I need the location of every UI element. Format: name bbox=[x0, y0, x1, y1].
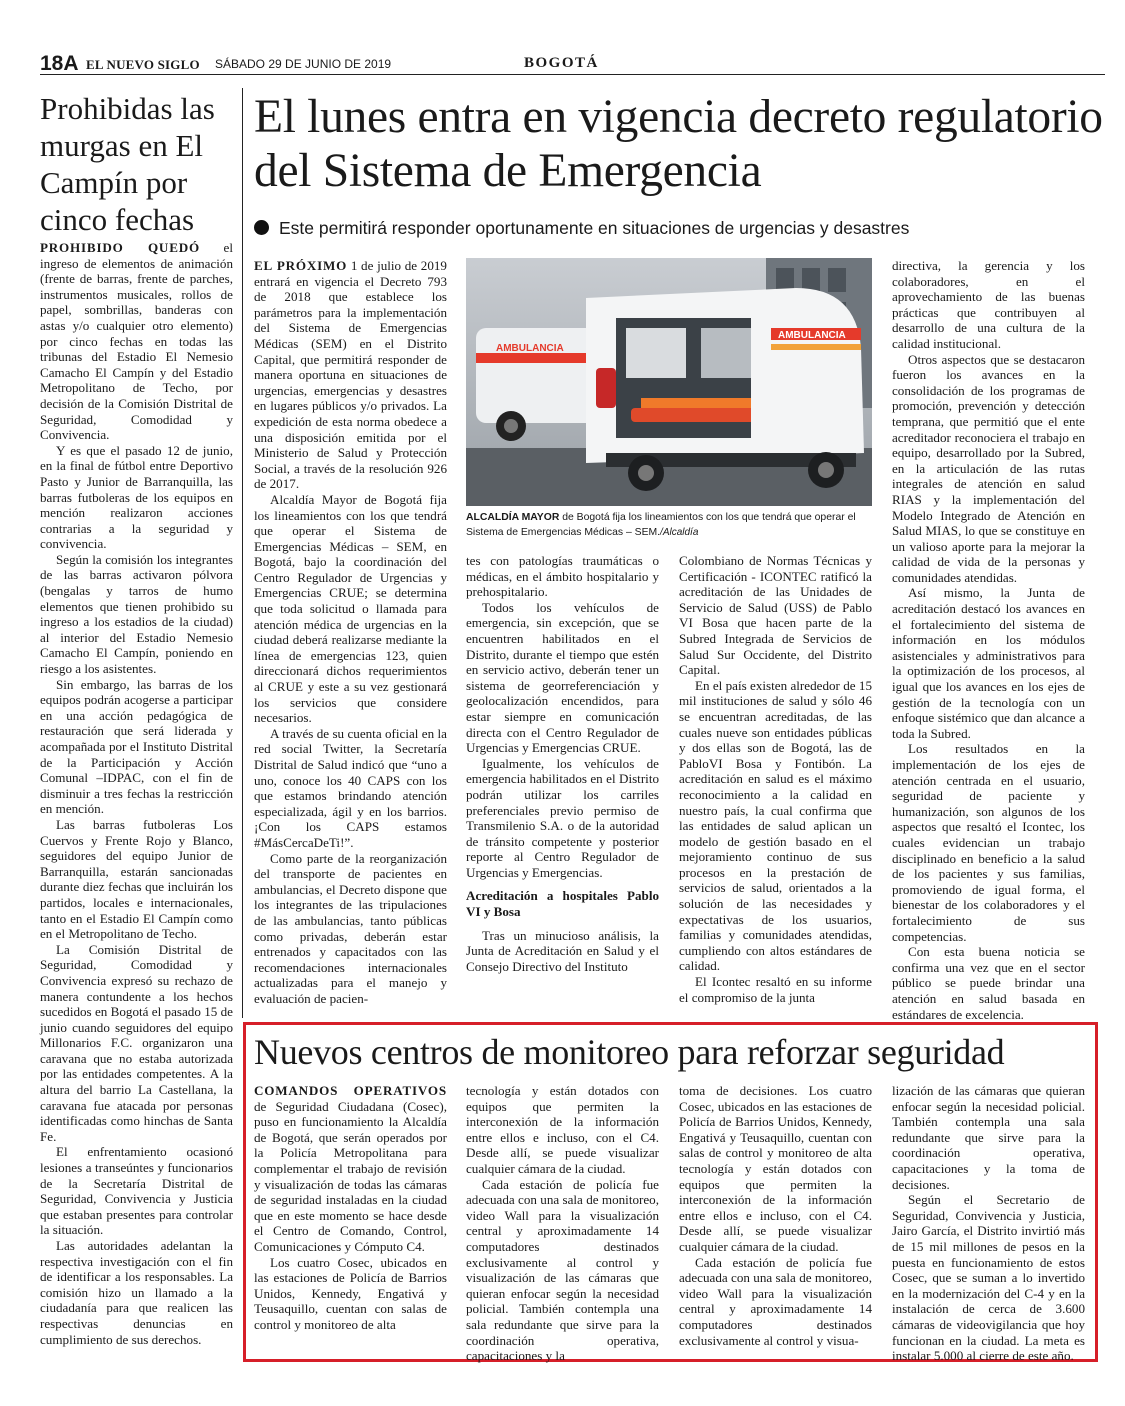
sidebar-paragraph: Sin embargo, las barras de los equipos podrán acogerse a participar en una acción pedagógica de restauración que será liderada y acompañada por el Instituto Distrital de la Participación y Acción Comunal –IDPAC, con el fin de disminuir a tres fechas la restricción en mención. bbox=[40, 676, 233, 817]
section-name: BOGOTÁ bbox=[524, 55, 599, 71]
main-paragraph: Los resultados en la implementación de los ejes de atención centrada en el usuario, seguridad de paciente y humanización, son algunos de los aspectos que resaltó el Icontec, los cuales evidencian un trabajo disciplinado en beneficio a la salud de los pacientes y sus familias, promoviendo de igual forma, el bienestar de los colaboradores y el fortalecimiento de sus competencias. bbox=[892, 741, 1085, 944]
box-paragraph: Cada estación de policía fue adecuada con una sala de monitoreo, video Wall para la visualización central y aproximadamente 14 computadores destinados exclusivamente al control y visualización de las cámaras que quieran enfocar según la necesidad policial. También contempla una sala redundante que sirve para la coordinación operativa, capacitaciones y la bbox=[466, 1176, 659, 1364]
page-number: 18A bbox=[40, 52, 79, 75]
dek-text: Este permitirá responder oportunamente en situaciones de urgencias y desastres bbox=[279, 218, 910, 238]
main-dek bbox=[254, 218, 1104, 239]
sidebar-paragraph: Según la comisión los integrantes de las barras activaron pólvora (bengalas y tarros de humo elementos que tienen prohibido su ingreso a los estadios de la ciudad) al interior del Estadio Nemesio Camacho El Campín, poniendo en riesgo a los asistentes. bbox=[40, 551, 233, 677]
sidebar-story bbox=[40, 90, 233, 1350]
main-paragraph: A través de su cuenta oficial en la red social Twitter, la Secretaría Distrital de Salud indicó que “uno a uno, conoce los 40 CAPS con los que estamos brindando atención especializada, ágil y en los barrios. ¡Con los CAPS estamos #MásCercaDeTi!”. bbox=[254, 725, 447, 850]
side-ambulance-label: AMBULANCIA bbox=[496, 343, 564, 354]
main-paragraph: Colombiano de Normas Técnicas y Certificación - ICONTEC ratificó la acreditación de las Unidades de Servicio de Salud (USS) de Pablo VI Bosa que hacen parte de la Subred Integrada de Servicios de Salud Sur Occidente, del Distrito Capital. bbox=[679, 553, 872, 678]
photo-caption bbox=[466, 511, 872, 540]
box-paragraph: COMANDOS OPERATIVOS de Seguridad Ciudadana (Cosec), puso en funcionamiento la Alcaldía de Bogotá, que serán operados por la Policía Metropolitana para complementar el trabajo de revisión y visualización de todas las cámaras de seguridad instaladas en la ciudad que en este momento se hace desde el Centro de Comando, Control, Comunicaciones y Cómputo C4. bbox=[254, 1083, 447, 1254]
main-paragraph: Todos los vehículos de emergencia, sin excepción, que se encuentren habilitados en el Distrito, durante el tiempo que estén en servicio activo, deberán tener un sistema de georreferenciación y geolocalización encendidos, para estar siempre en comunicación directa con el Centro Regulador de Urgencias y Emergencias CRUE. bbox=[466, 599, 659, 756]
caption-kicker: ALCALDÍA MAYOR bbox=[466, 512, 560, 523]
sidebar-paragraph: La Comisión Distrital de Seguridad, Comodidad y Convivencia expresó su rechazo de manera contundente a los hechos sucedidos en Bogotá el pasado 15 de junio cuando seguidores del equipo Millonarios F.C. organizaron una caravana que no estaba autorizada por las entidades competentes. A la altura del barrio La Castellana, la caravana fue atacada por personas identificadas como hinchas de Santa Fe. bbox=[40, 941, 233, 1144]
main-paragraph: Como parte de la reorganización del transporte de pacientes en ambulancias, el Decreto dispone que los integrantes de las tripulaciones de las ambulancias, tanto públicas como privadas, deberán estar entrenados y capacitados con las recomendaciones internacionales actualizadas para el manejo y evaluación de pacien- bbox=[254, 850, 447, 1006]
ambulance-photo bbox=[466, 258, 872, 506]
box-paragraph: toma de decisiones. Los cuatro Cosec, ubicados en las estaciones de Policía de Barrios Unidos, Kennedy, Engativá y Teusaquillo, cuentan con salas de control y monitoreo de alta tecnología y están dotados con equipos que permiten la interconexión de la información entre ellos e incluso, con el C4. Desde allí, se puede visualizar cualquier cámara de la ciudad. bbox=[679, 1083, 872, 1254]
masthead bbox=[40, 52, 1105, 75]
sidebar-paragraph: Las autoridades adelantan la respectiva investigación con el fin de identificar a los responsables. La comisión hizo un llamado a la ciudadanía para que realicen las respectivas denuncias en cumplimiento de sus derechos. bbox=[40, 1238, 233, 1347]
column-divider bbox=[242, 88, 243, 1018]
main-column-4 bbox=[892, 258, 1085, 1022]
issue-date: SÁBADO 29 DE JUNIO DE 2019 bbox=[215, 57, 392, 71]
sidebar-body bbox=[40, 240, 233, 1347]
main-paragraph: tes con patologías traumáticas o médicas, en el ámbito hospitalario y prehospitalario. bbox=[466, 553, 659, 600]
box-kicker: COMANDOS OPERATIVOS bbox=[254, 1083, 447, 1098]
box-paragraph: Según el Secretario de Seguridad, Convivencia y Justicia, Jairo García, el Distrito invirtió más de 15 mil millones de pesos en la puesta en funcionamiento de estos Cosec, que se suman a lo invertido en la modernización del C-4 y en la instalación de cerca de 3.600 cámaras de videovigilancia que hoy funcionan en la ciudad. La meta es instalar 5.000 al cierre de este año. bbox=[892, 1192, 1085, 1364]
main-paragraph: Otros aspectos que se destacaron fueron los avances en la consolidación de los programas de promoción, prevención y detección temprana, que permitió que el ente acreditador reconociera el trabajo en equipo, desarrollado por la Subred, en la articulación de las rutas integrales de atención en salud RIAS y la implementación del Modelo Integrado de Atención en Salud MIAS, lo que se constituye en un valioso aporte para la mejorar la calidad de vida de la personas y comunidades atendidas. bbox=[892, 351, 1085, 585]
main-column-2 bbox=[466, 553, 659, 974]
main-column-1 bbox=[254, 258, 447, 1007]
main-subhead: Acreditación a hospitales Pablo VI y Bosa bbox=[466, 888, 659, 920]
sidebar-paragraph: PROHIBIDO QUEDÓ el ingreso de elementos de animación (frente de barras, frente de parches, instrumentos musicales, rollos de papel, sombrillas, banderas con astas y/o cualquier otro elemento) por cinco fechas en todas las tribunas del Estadio El Nemesio Camacho El Campín y del Estadio Metropolitano de Techo, por decisión de la Comisión Distrital de Seguridad, Comodidad y Convivencia. bbox=[40, 240, 233, 443]
main-paragraph: En el país existen alrededor de 15 mil instituciones de salud y sólo 46 se encuentran acreditadas, de las cuales nueve son entidades públicas y dos ellas son de Bogotá, las de PabloVI Bosa y Fontibón. La acreditación en salud es el máximo reconocimiento a la calidad en nuestro país, la cual confirma que las entidades de salud aplican un modelo de gestión basado en el mejoramiento continuo de sus procesos en la prestación de servicios de salud, orientados a la solución de las necesidades y expectativas de los usuarios, familias y comunidades atendidas, cumpliendo con altos estándares de calidad. bbox=[679, 677, 872, 974]
main-paragraph: El Icontec resaltó en su informe el compromiso de la junta bbox=[679, 974, 872, 1005]
photo-credit: /Alcaldía bbox=[660, 526, 699, 538]
box-paragraph: Los cuatro Cosec, ubicados en las estaciones de Policía de Barrios Unidos, Kennedy, Engativá y Teusaquillo, cuentan con salas de control y monitoreo de alta bbox=[254, 1254, 447, 1332]
main-paragraph: Alcaldía Mayor de Bogotá fija los lineamientos con los que tendrá que operar el Sistema de Emergencias Médicas – SEM, en Bogotá, bajo la coordinación del Centro Regulador de Urgencias y Emergencias CRUE; se determina que toda solicitud o llamada para atención médica de urgencias en la ciudad deberá realizarse mediante la línea de emergencias 123, quien direccionará dichos requerimientos al CRUE y este a su vez gestionará los servicios que considere necesarios. bbox=[254, 491, 447, 726]
main-headline: El lunes entra en vigencia decreto regulatorio del Sistema de Emergencia bbox=[254, 91, 1103, 197]
rear-ambulance-label: AMBULANCIA bbox=[778, 330, 846, 341]
box-column-3 bbox=[679, 1083, 872, 1348]
main-kicker: EL PRÓXIMO bbox=[254, 258, 348, 273]
main-paragraph: Igualmente, los vehículos de emergencia habilitados en el Distrito podrán utilizar los carriles preferenciales previo permiso de Transmilenio S.A. o de la autoridad de tránsito competente y posterior reporte al Centro Regulador de Urgencias y Emergencias. bbox=[466, 755, 659, 880]
sidebar-paragraph: Y es que el pasado 12 de junio, en la final de fútbol entre Deportivo Pasto y Junior de Barranquilla, las barras futboleras de los equipos en mención realizaron acciones contrarias a la seguridad y convivencia. bbox=[40, 442, 233, 552]
sidebar-paragraph: Las barras futboleras Los Cuervos y Frente Rojo y Blanco, seguidores del equipo Junior de Barranquilla, estarán sancionadas durante diez fechas que incluirán los partidos, locales e internacionales, tanto en el Estadio El Campín como en el Metropolitano de Techo. bbox=[40, 816, 233, 942]
box-paragraph: lización de las cámaras que quieran enfocar según la necesidad policial. También contempla una sala redundante que sirve para la coordinación operativa, capacitaciones y la toma de decisiones. bbox=[892, 1083, 1085, 1192]
main-paragraph: EL PRÓXIMO 1 de julio de 2019 entrará en vigencia el Decreto 793 de 2018 que establece los parámetros para la implementación del Sistema de Emergencias Médicas (SEM) en el Distrito Capital, que permitirá responder de manera oportuna en situaciones de urgencias, emergencias y desastres en lugares públicos y/o privados. La expedición de esta norma obedece a una disposición emitida por el Ministerio de Salud y Protección Social, a través de la resolución 926 de 2017. bbox=[254, 258, 447, 492]
main-paragraph: Tras un minucioso análisis, la Junta de Acreditación en Salud y el Consejo Directivo del Instituto bbox=[466, 927, 659, 974]
box-headline: Nuevos centros de monitoreo para reforzar seguridad bbox=[254, 1032, 1005, 1072]
box-column-2 bbox=[466, 1083, 659, 1364]
main-column-3 bbox=[679, 553, 872, 1005]
main-paragraph: Así mismo, la Junta de acreditación destacó los avances en el fortalecimiento del sistema de información en los módulos asistenciales y administrativos para la optimización de los procesos, al igual que los avances en los ejes de gestión de la tecnología con un enfoque sistémico que dan alcance a toda la Subred. bbox=[892, 585, 1085, 741]
caption-text: de Bogotá fija los lineamientos con los que tendrá que operar el Sistema de Emergencias Médicas – SEM. bbox=[466, 512, 856, 538]
bullet-icon bbox=[254, 220, 269, 235]
box-column-4 bbox=[892, 1083, 1085, 1364]
sidebar-kicker: PROHIBIDO QUEDÓ bbox=[40, 240, 200, 255]
main-paragraph: directiva, la gerencia y los colaboradores, en el aprovechamiento de las buenas prácticas que contribuyen al desarrollo de una cultura de la calidad institucional. bbox=[892, 258, 1085, 351]
box-column-1 bbox=[254, 1083, 447, 1333]
newspaper-name: EL NUEVO SIGLO bbox=[86, 57, 200, 72]
sidebar-headline: Prohibidas las murgas en El Campín por cinco fechas bbox=[40, 91, 215, 237]
main-paragraph: Con esta buena noticia se confirma una vez que en el sector público se puede brindar una atención en salud basada en estándares de excelencia. bbox=[892, 944, 1085, 1022]
box-paragraph: Cada estación de policía fue adecuada con una sala de monitoreo, video Wall para la visualización central y aproximadamente 14 computadores destinados exclusivamente al control y visua- bbox=[679, 1254, 872, 1348]
sidebar-paragraph: El enfrentamiento ocasionó lesiones a transeúntes y funcionarios de la Secretaría Distrital de Seguridad, Convivencia y Justicia que estaban presentes para controlar la situación. bbox=[40, 1144, 233, 1238]
box-paragraph: tecnología y están dotados con equipos que permiten la interconexión de la información entre ellos e incluso, con el C4. Desde allí, se puede visualizar cualquier cámara de la ciudad. bbox=[466, 1083, 659, 1176]
ambulance-image bbox=[466, 258, 872, 506]
